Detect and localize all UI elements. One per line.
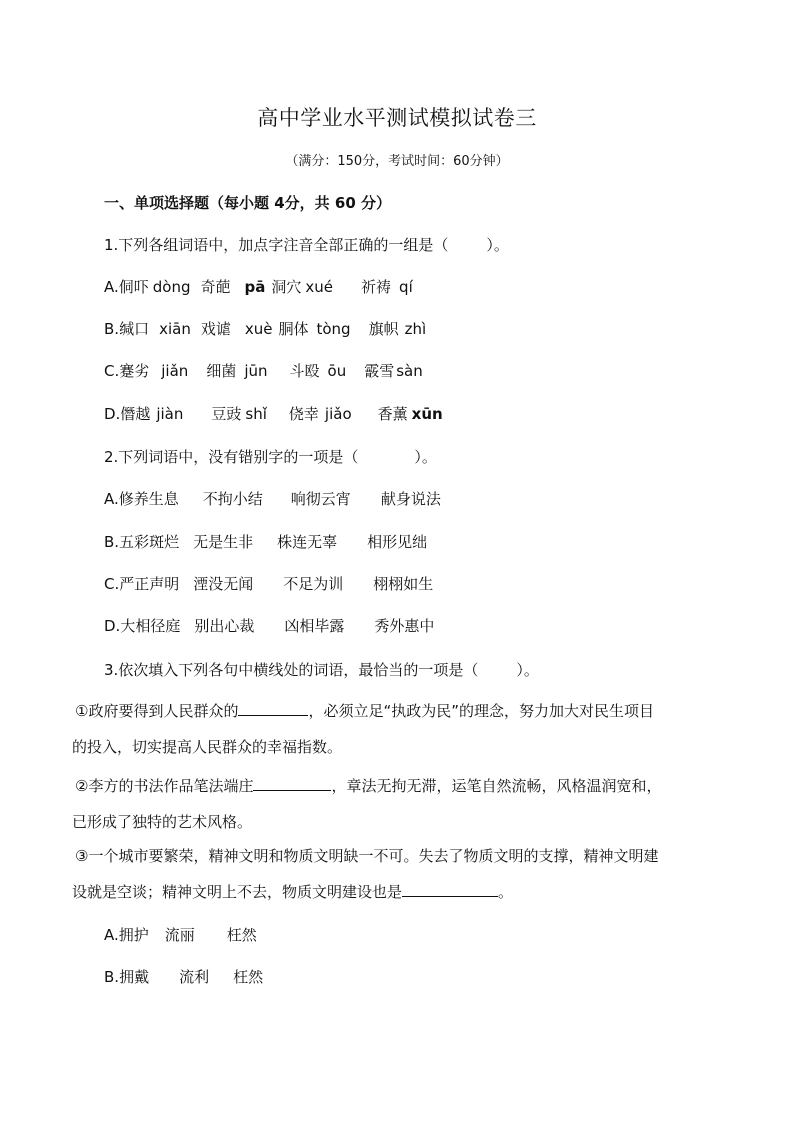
q1-stem-text: 1.下列各组词语中，加点字注音全部正确的一组是（ [104, 236, 449, 254]
q2-option-a[interactable]: A.修养生息 不拘小结 响彻云宵 献身说法 [104, 490, 441, 508]
fill-blank-1[interactable] [238, 701, 308, 716]
q1-option-c[interactable]: C.蹇劣 jiǎn 细菌 jūn 斗殴 ōu 霰雪 sàn [104, 362, 423, 380]
question-1-stem [104, 234, 509, 255]
q1-option-b[interactable]: B.缄口 xiān 戏谑 xuè 胴体 tòng 旗帜 zhì [104, 320, 427, 338]
q3-sentence-1: ①政府要得到人民群众的 ，必须立足“执政为民”的理念，努力加大对民生项目 的投入，切实提高人民群众的幸福指数。 [72, 702, 654, 756]
question-3-stem: 3.依次填入下列各句中横线处的词语，最恰当的一项是（ ）。 [104, 661, 539, 679]
question-2-stem: 2.下列词语中，没有错别字的一项是（ ）。 [104, 448, 437, 466]
page-title: 高中学业水平测试模拟试卷三 [257, 106, 537, 130]
q2-option-d[interactable]: D.大相径庭 别出心裁 凶相毕露 秀外惠中 [104, 617, 435, 635]
q3-option-a[interactable]: A.拥护 流丽 枉然 [104, 926, 257, 944]
q1-option-d[interactable]: D.僭越 jiàn 豆豉 shǐ 侥幸 jiǎo 香薰 xūn [104, 405, 443, 423]
q3-sentence-2: ②李方的书法作品笔法端庄 ，章法无拘无滞，运笔自然流畅，风格温润宽和， 已形成了独特的艺术风格。 [72, 777, 662, 831]
q1-option-a[interactable]: A.侗吓 dòng 奇葩 pā 洞穴 xué 祈祷 qí [104, 278, 413, 296]
q3-option-b[interactable]: B.拥戴 流利 枉然 [104, 968, 264, 986]
q2-option-b[interactable]: B.五彩斑烂 无是生非 株连无辜 相形见绌 [104, 533, 428, 551]
section-heading: 一、单项选择题（每小题 4分，共 60 分） [104, 194, 391, 212]
exam-info: （满分：150分，考试时间：60分钟） [285, 154, 509, 169]
q2-option-c[interactable]: C.严正声明 湮没无闻 不足为训 栩栩如生 [104, 575, 434, 593]
fill-blank-2[interactable] [253, 776, 331, 791]
q1-stem-end: ）。 [486, 236, 509, 254]
fill-blank-3[interactable] [402, 882, 498, 897]
q3-sentence-3: ③一个城市要繁荣，精神文明和物质文明缺一不可。失去了物质文明的支撑，精神文明建 设就是空谈；精神文明上不去，物质文明建设也是 。 [72, 847, 659, 901]
